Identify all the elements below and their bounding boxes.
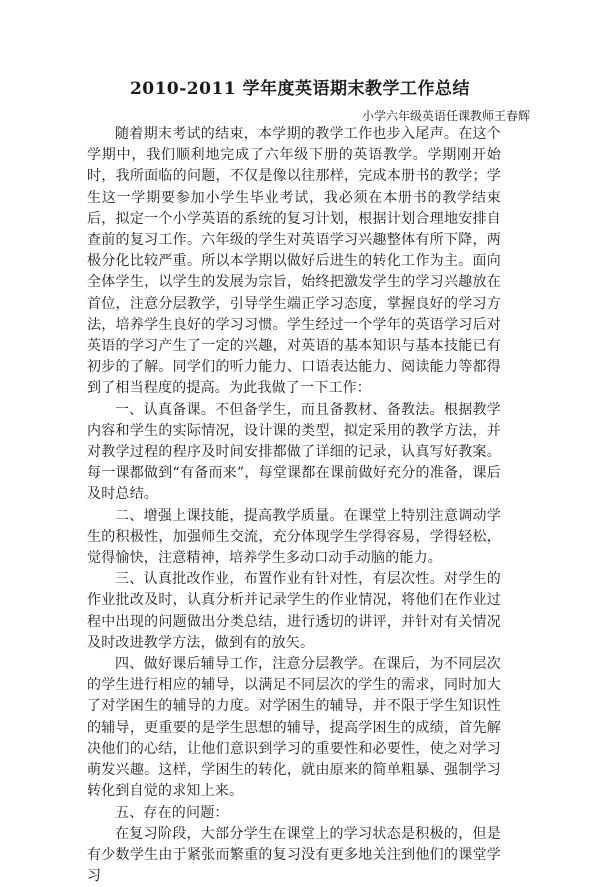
paragraph-issues-heading: 五、存在的问题： bbox=[115, 804, 229, 821]
paragraph-teaching-skills: 二、增强上课技能，提高教学质量。在课堂上特别注意调动学生的积极性，加强师生交流，充分体现学生学得容易，学得轻松，觉得愉快，注意精神，培养学生多动口动手动脑的能力。 bbox=[87, 507, 501, 567]
paragraph-tutoring: 四、做好课后辅导工作，注意分层教学。在课后，为不同层次的学生进行相应的辅导，以满足不同层次的学生的需求，同时加大了对学困生的辅导的力度。对学困生的辅导，并不限于学生知识性的辅导，更重要的是学生思想的辅导，提高学困生的成绩，首先解决他们的心结，让他们意识到学习的重要性和必要性，使之对学习萌发兴趣。这样，学困生的转化，就由原来的简单粗暴、强制学习转化到自觉的求知上来。 bbox=[87, 656, 501, 800]
paragraph-homework: 三、认真批改作业，布置作业有针对性，有层次性。对学生的作业批改及时，认真分析并记录学生的作业情况，将他们在作业过程中出现的问题做出分类总结，进行透切的讲评，并针对有关情况及时改进教学方法，做到有的放矢。 bbox=[87, 571, 501, 651]
paragraph-intro: 随着期末考试的结束，本学期的教学工作也步入尾声。在这个学期中，我们顺利地完成了六年级下册的英语教学。学期刚开始时，我所面临的问题，不仅是像以往那样，完成本册书的教学；学生这一学期要参加小学生毕业考试，我必须在本册书的教学结束后，拟定一个小学英语的系统的复习计划，根据计划合理地安排自查前的复习工作。六年级的学生对英语学习兴趣整体有所下降，两极分化比较严重。所以本学期以做好后进生的转化工作为主。面向全体学生，以学生的发展为宗旨，始终把激发学生的学习兴趣放在首位，注意分层教学，引导学生端正学习态度，掌握良好的学习方法，培养学生良好的学习习惯。学生经过一个学年的英语学习后对英语的学习产生了一定的兴趣，对英语的基本知识与基本技能已有初步的了解。同学们的听力能力、口语表达能力、阅读能力等都得到了相当程度的提高。为此我做了一下工作： bbox=[87, 126, 501, 397]
paragraph-lesson-prep: 一、认真备课。不但备学生，而且备教材、备教法。根据教学内容和学生的实际情况，设计课的类型，拟定采用的教学方法，并对教学过程的程序及时间安排都做了详细的记录，认真写好教案。每一课都做到“有备而来”，每堂课都在课前做好充分的准备，课后及时总结。 bbox=[87, 401, 501, 503]
document-body bbox=[87, 124, 501, 887]
author-line: 小学六年级英语任课教师王春辉 bbox=[361, 109, 530, 123]
paragraph-issues: 在复习阶段，大部分学生在课堂上的学习状态是积极的，但是有少数学生由于紧张而繁重的复习没有更多地关注到他们的课堂学习 bbox=[87, 825, 501, 885]
document-title: 2010-2011 学年度英语期末教学工作总结 bbox=[129, 79, 471, 99]
